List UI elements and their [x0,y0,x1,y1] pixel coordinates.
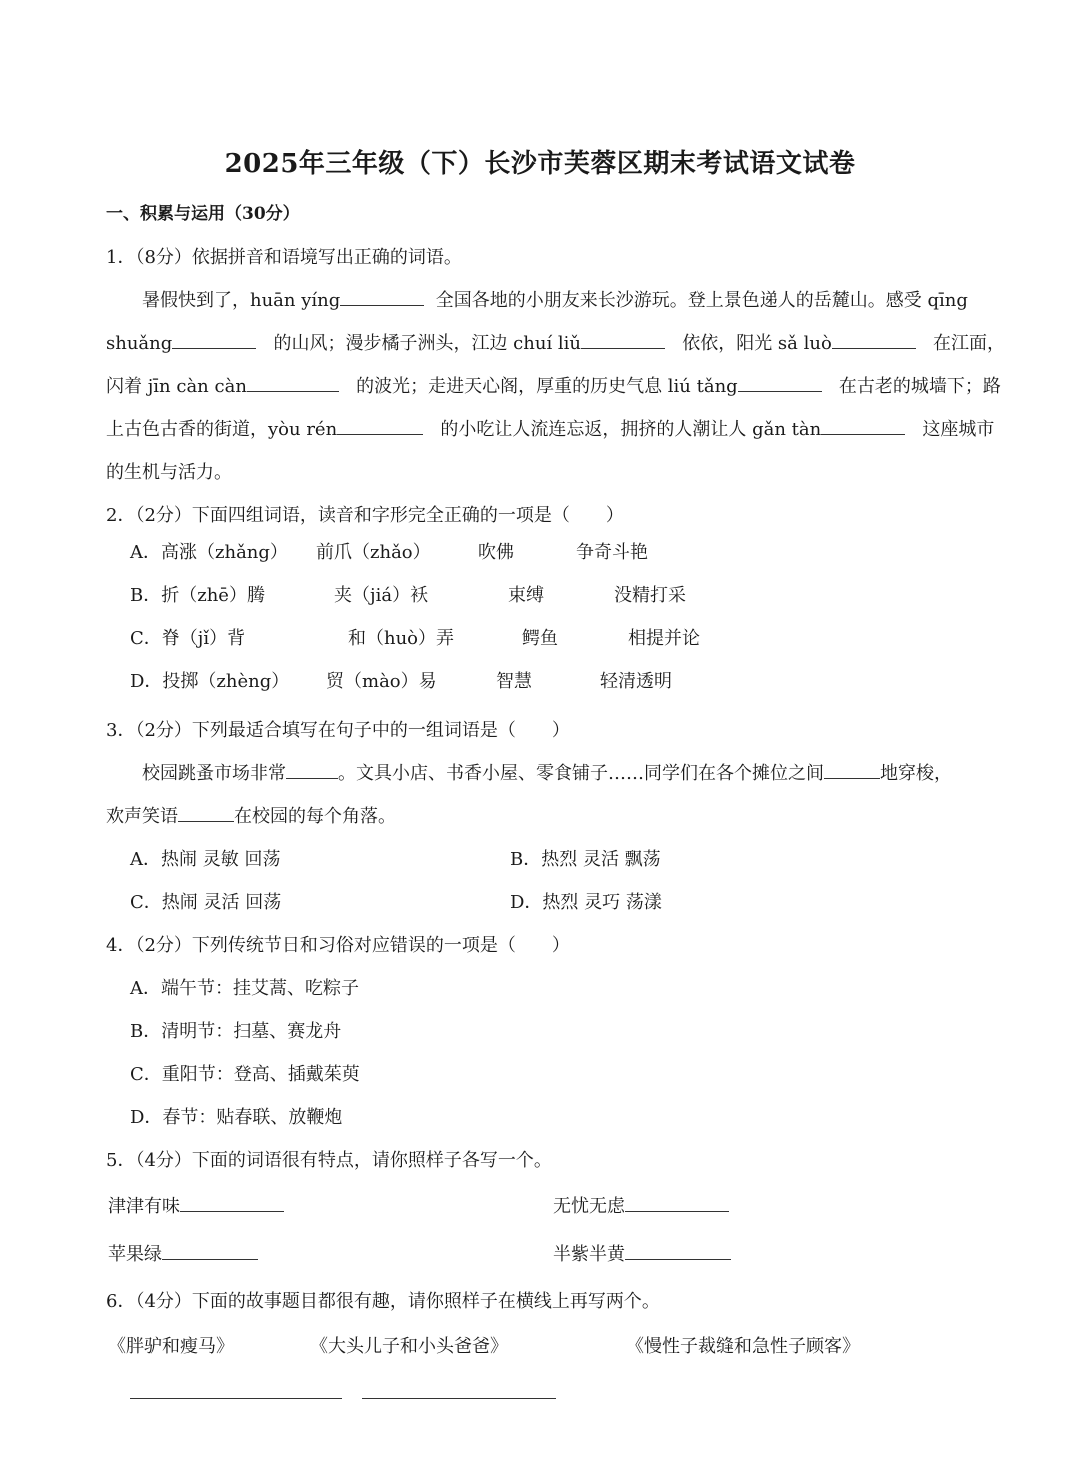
answer-blank[interactable] [824,760,880,779]
text-segment: 。文具小店、书香小屋、零食铺子……同学们在各个摊位之间 [338,763,824,784]
option-word: 轻清透明 [600,671,672,692]
page-title: 2025年三年级（下）长沙市芙蓉区期末考试语文试卷 [224,149,856,179]
text-segment: 地穿梭， [880,763,952,784]
text-segment: 的波光；走进天心阁，厚重的历史气息 liú tǎng [356,376,738,397]
option-word: 没精打采 [614,585,686,606]
answer-blank[interactable] [738,373,822,392]
answer-blank[interactable] [581,330,665,349]
question-1-line-4 [106,415,994,441]
option-word: 争奇斗艳 [576,542,648,563]
story-title-3: 《慢性子裁缝和急性子顾客》 [626,1336,860,1357]
question-5-example-4 [553,1240,731,1266]
option-word: 束缚 [508,585,544,606]
question-1-line-5: 的生机与活力。 [106,462,232,483]
question-1-line-1 [142,286,968,312]
option-word: 鳄鱼 [522,628,558,649]
question-4-stem: 4．（2分）下列传统节日和习俗对应错误的一项是（ ） [106,935,570,956]
example-word: 苹果绿 [108,1244,162,1265]
answer-blank[interactable] [832,330,916,349]
question-1-stem: 1．（8分）依据拼音和语境写出正确的词语。 [106,247,462,268]
question-3-stem: 3．（2分）下列最适合填写在句子中的一组词语是（ ） [106,720,570,741]
text-segment: 欢声笑语 [106,806,178,827]
answer-blank[interactable] [340,287,424,306]
answer-blank[interactable] [821,416,905,435]
option-word: 贸（mào）易 [326,671,437,692]
question-5-example-2 [553,1192,729,1218]
text-segment: 依依，阳光 sǎ luò [682,333,832,354]
question-2-option-a[interactable] [130,538,288,564]
option-word: A．高涨（zhǎng） [130,542,288,563]
question-5-example-1 [108,1192,284,1218]
question-2-option-b[interactable] [130,581,265,607]
question-4-option-d[interactable]: D．春节：贴春联、放鞭炮 [130,1107,343,1128]
section-heading: 一、积累与运用（30分） [106,204,300,224]
question-3-line-2 [106,802,396,828]
question-3-option-d[interactable]: D．热烈 灵巧 荡漾 [510,892,662,913]
question-2-option-c[interactable] [130,624,245,650]
question-3-option-c[interactable]: C．热闹 灵活 回荡 [130,892,282,913]
answer-blank[interactable] [247,373,339,392]
answer-line-2[interactable] [362,1398,556,1399]
option-word: C．脊（jǐ）背 [130,628,246,649]
text-segment: 这座城市 [922,419,995,440]
question-4-option-c[interactable]: C．重阳节：登高、插戴茱萸 [130,1064,360,1085]
text-segment: 校园跳蚤市场非常 [142,763,286,784]
text-segment: 全国各地的小朋友来长沙游玩。登上景色递人的岳麓山。感受 qīng [435,290,968,311]
option-word: 和（huò）弄 [348,628,455,649]
option-word: 夹（jiá）袄 [334,585,429,606]
text-segment: shuǎng [106,333,173,354]
text-segment: 的小吃让人流连忘返，拥挤的人潮让人 gǎn tàn [440,419,822,440]
question-6-stem: 6．（4分）下面的故事题目都很有趣，请你照样子在横线上再写两个。 [106,1291,660,1312]
answer-blank[interactable] [180,1193,284,1212]
answer-blank[interactable] [286,760,338,779]
option-word: 智慧 [496,671,532,692]
question-3-line-1 [142,759,952,785]
answer-blank[interactable] [625,1193,729,1212]
question-5-example-3 [108,1240,258,1266]
question-1-line-2 [106,329,1005,355]
example-word: 无忧无虑 [553,1196,625,1217]
question-4-option-b[interactable]: B．清明节：扫墓、赛龙舟 [130,1021,342,1042]
answer-blank[interactable] [162,1241,258,1260]
question-3-option-b[interactable]: B．热烈 灵活 飘荡 [510,849,661,870]
story-title-1: 《胖驴和瘦马》 [108,1336,234,1357]
text-segment: 在校园的每个角落。 [234,806,396,827]
question-5-stem: 5．（4分）下面的词语很有特点，请你照样子各写一个。 [106,1150,552,1171]
option-word: 前爪（zhǎo） [316,542,431,563]
text-segment: 在古老的城墙下；路 [838,376,1001,397]
answer-blank[interactable] [337,416,423,435]
option-word: 相提并论 [628,628,700,649]
option-word: B．折（zhē）腾 [130,585,265,606]
example-word: 津津有味 [108,1196,180,1217]
example-word: 半紫半黄 [553,1244,625,1265]
question-4-option-a[interactable]: A．端午节：挂艾蒿、吃粽子 [130,978,359,999]
text-segment: 闪着 jīn càn càn [106,376,247,397]
text-segment: 上古色古香的街道，yòu rén [106,419,338,440]
option-word: 吹佛 [478,542,514,563]
question-1-line-3 [106,372,1001,398]
text-segment: 的山风；漫步橘子洲头，江边 chuí liǔ [273,333,582,354]
text-segment: 暑假快到了，huān yíng [142,290,341,311]
option-word: D．投掷（zhèng） [130,671,290,692]
answer-blank[interactable] [178,803,234,822]
answer-blank[interactable] [172,330,256,349]
question-2-stem: 2．（2分）下面四组词语，读音和字形完全正确的一项是（ ） [106,505,624,526]
question-2-option-d[interactable] [130,667,289,693]
answer-line-1[interactable] [130,1398,342,1399]
question-3-option-a[interactable]: A．热闹 灵敏 回荡 [130,849,281,870]
answer-blank[interactable] [625,1241,731,1260]
story-title-2: 《大头儿子和小头爸爸》 [310,1336,508,1357]
text-segment: 在江面， [932,333,1005,354]
